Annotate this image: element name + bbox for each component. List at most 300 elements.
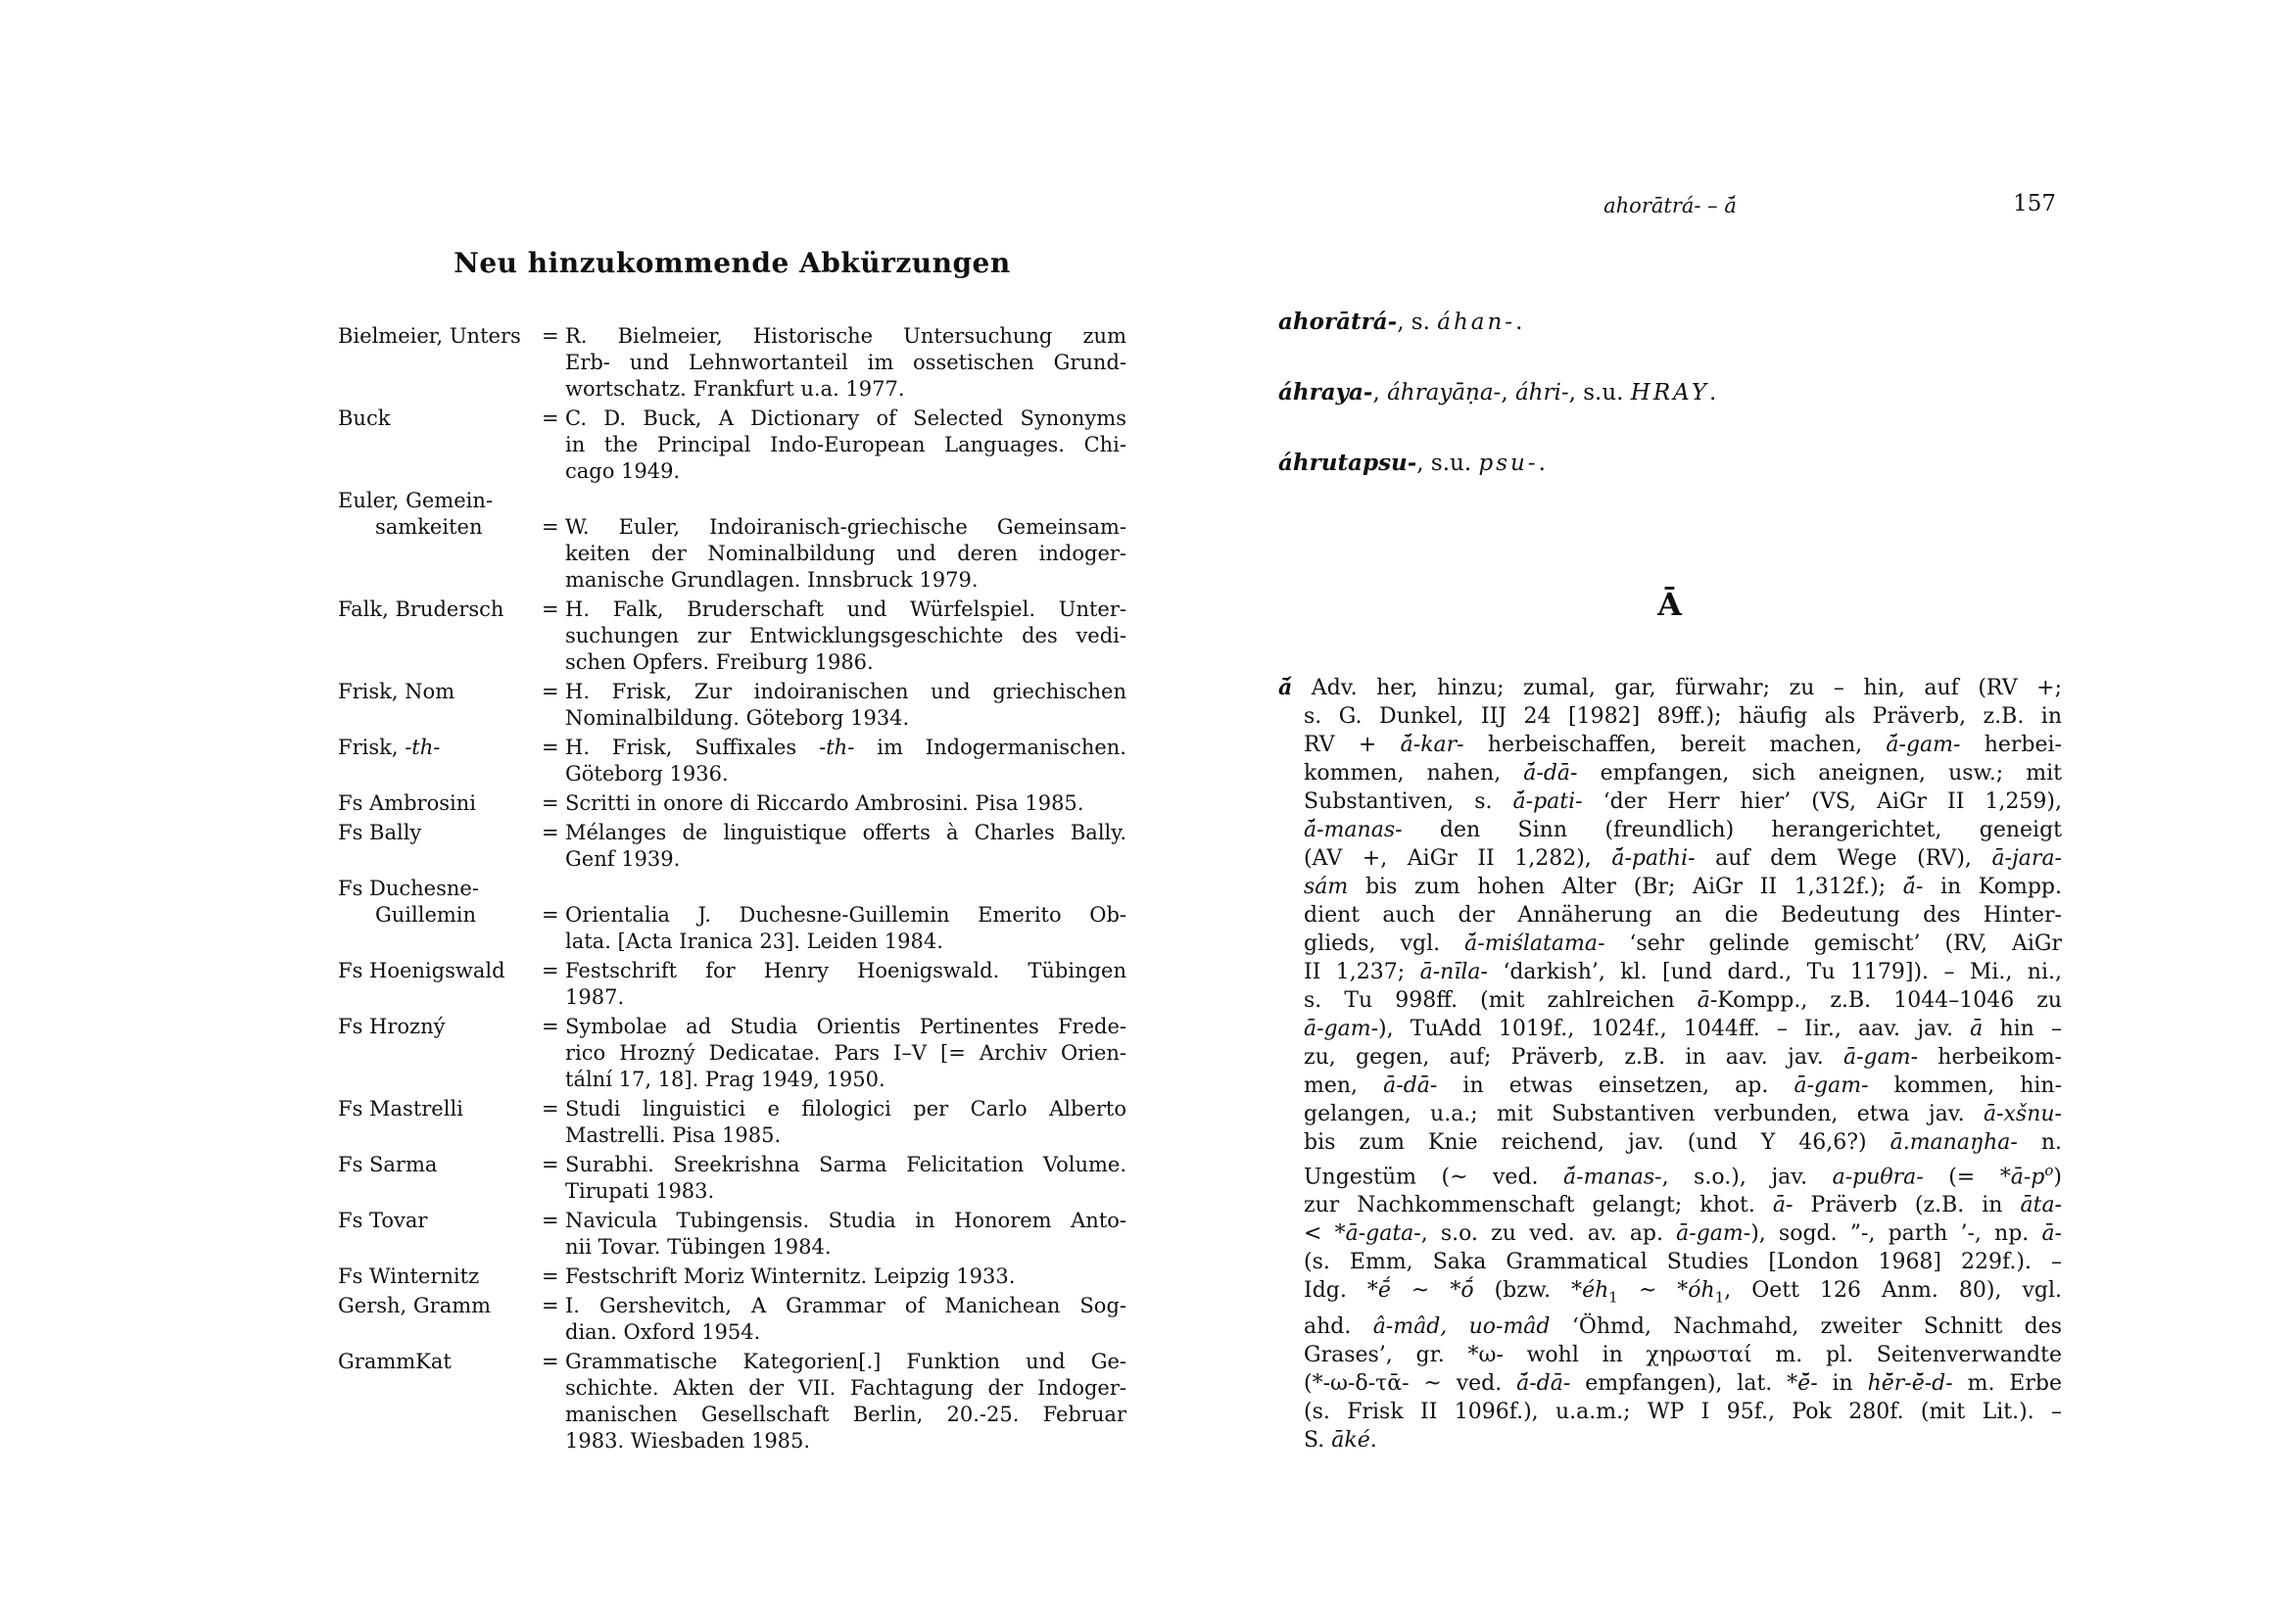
text-segment: Fs Tovar [338,1209,428,1232]
equals-sign: = [542,736,559,759]
text-segment: den Sinn (freundlich) herangerichtet, geneigt [1402,818,2062,842]
text-line [565,790,1126,817]
dictionary-column [1278,0,2062,1622]
text-segment: ā-gam- [1676,1221,1751,1247]
text-segment: (s. Frisk II 1096f.), u.a.m.; WP I 95f., Pok 280f. (mit Lit.). – [1304,1399,2062,1424]
text-segment: H. Frisk, Zur indoiranischen und griechischen [565,680,1126,703]
text-segment: in [1817,1370,1868,1396]
text-segment: . [1709,380,1717,406]
text-segment: . [1538,451,1546,476]
text-line [565,567,1126,594]
text-segment: (= [1923,1165,2000,1190]
text-line [1304,731,2062,759]
abbreviation-item [338,958,1126,1011]
abbreviation-row [338,323,1126,403]
text-line [1304,930,2062,958]
abbreviation-description [565,596,1126,676]
abbreviation-label [338,596,542,623]
text-segment: kommen, nahen, [1304,761,1524,786]
text-segment: ‘Öhmd, Nachmahd, zweiter Schnitt des [1550,1313,2062,1339]
text-segment: , s.o.), jav. [1661,1165,1833,1190]
equals-sign: = [542,791,559,815]
equals-sign: = [542,515,559,539]
abbreviation-row [338,820,1126,873]
text-segment: rico Hrozný Dedicatae. Pars I–V [= Archiv Orien- [565,1041,1126,1065]
text-line [1304,1128,2062,1157]
abbreviation-description [565,1264,1126,1290]
text-line [565,514,1126,541]
text-segment: auf dem Wege (RV), [1695,846,1992,871]
text-segment: keiten der Nominalbildung und deren indoger- [565,542,1126,565]
abbreviation-description [565,1349,1126,1455]
text-line [1304,958,2062,986]
text-segment: áhraya- [1278,379,1373,406]
text-segment: ‘sehr gelinde gemischt’ (RV, AiGr [1604,931,2062,956]
text-line [1304,816,2062,844]
text-line [1304,1191,2062,1219]
text-line [565,596,1126,623]
text-segment: men, [1304,1073,1384,1098]
text-segment: Kompp., z.B. 1044–1046 zu [1717,988,2062,1013]
text-segment: tální 17, 18]. Prag 1949, 1950. [565,1068,885,1091]
abbreviation-label [338,1096,542,1122]
text-segment: *ā-gata- [1334,1221,1421,1247]
abbreviation-label [338,1152,542,1178]
text-segment: psu- [1478,451,1539,476]
abbreviation-row [338,1264,1126,1290]
text-segment: Präverb (z.B. in [1793,1193,2021,1218]
text-segment: ā-jara- [1991,846,2062,871]
abbreviation-item [338,820,1126,873]
text-line [565,1152,1126,1178]
text-segment: , s.u. [1416,451,1479,476]
text-segment: GrammKat [338,1350,452,1373]
text-segment: wortschatz. Frankfurt u.a. 1977. [565,377,905,401]
text-segment: (AV +, AiGr II 1,282), [1304,846,1612,871]
text-line [565,1208,1126,1234]
abbreviation-item [338,679,1126,732]
text-line [1304,1312,2062,1341]
text-segment: m. Erbe [1952,1370,2062,1396]
text-segment: Buck [338,406,391,430]
text-segment: Surabhi. Sreekrishna Sarma Felicitation Volume. [565,1153,1126,1176]
text-segment: āta- [2020,1193,2062,1218]
text-line [565,705,1126,732]
text-segment: dient auch der Annäherung an die Bedeutung des Hinter- [1304,903,2062,928]
text-segment: in the Principal Indo-European Languages. Chi- [565,433,1126,456]
text-segment: Grammatische Kategorien[.] Funktion und Ge- [565,1350,1126,1373]
text-line [1304,1398,2062,1426]
text-segment: Navicula Tubingensis. Studia in Honorem Anto- [565,1209,1126,1232]
equals-sign: = [542,903,559,927]
text-line [565,1040,1126,1067]
text-segment: (bzw. [1473,1278,1572,1304]
abbreviation-item [338,323,1126,403]
text-segment: 1 [1608,1288,1618,1307]
text-segment: hin – [1983,1017,2062,1041]
abbreviation-row [338,1349,1126,1455]
abbreviation-item [338,1264,1126,1290]
main-dictionary-entry [1278,674,2062,1455]
text-segment: H. Frisk, Suffixales [565,736,820,759]
text-segment: ), sogd. ”-, parth ’-, np. [1750,1221,2042,1247]
text-segment: ā-nīla- [1419,960,1488,984]
page-number: 157 [2013,191,2056,216]
text-segment: āké [1331,1427,1370,1453]
text-line [565,1234,1126,1261]
text-segment: ā́-pathi- [1611,846,1696,871]
text-segment: Ungestüm (~ ved. [1304,1165,1564,1190]
abbreviation-row [338,1152,1126,1205]
text-segment: herbeikom- [1918,1045,2062,1070]
text-line [565,902,1126,929]
text-segment: *ṓ [1450,1278,1474,1304]
text-segment: zu, gegen, auf; Präverb, z.B. in aav. jav. [1304,1045,1843,1070]
text-segment: Frisk, [338,736,406,759]
text-segment: -th- [819,736,855,759]
abbreviation-row [338,1014,1126,1093]
text-segment: ~ [1390,1278,1451,1304]
text-segment: áhrayāṇa- [1387,380,1502,406]
text-segment: in etwas einsetzen, ap. [1437,1073,1794,1098]
text-segment: áhan- [1437,310,1516,335]
text-segment: S. [1304,1427,1332,1453]
text-segment: schen Opfers. Freiburg 1986. [565,650,874,674]
text-segment: Festschrift for Henry Hoenigswald. Tübingen [565,959,1126,982]
text-segment: n. [2017,1130,2062,1155]
text-line [1304,702,2062,731]
text-segment: . [1515,310,1523,335]
abbreviation-label [338,1349,542,1375]
text-line [565,1096,1126,1122]
text-segment: manischen Gesellschaft Berlin, 20.-25. Februar [565,1403,1126,1426]
text-segment: 1 [1714,1288,1725,1307]
abbreviation-item [338,488,1126,594]
text-segment: 1983. Wiesbaden 1985. [565,1429,811,1453]
abbreviation-label [338,1208,542,1234]
abbreviation-item [338,1293,1126,1346]
text-segment: Fs Sarma [338,1153,438,1176]
text-segment: , [1372,380,1388,406]
text-segment: s. Tu 998ff. (mit zahlreichen [1304,988,1698,1013]
text-segment: (*-ω-δ-τᾱ- ~ ved. [1304,1370,1517,1396]
text-segment: Mélanges de linguistique offerts à Charles Bally. [565,821,1126,844]
text-line [1304,901,2062,930]
abbreviation-label [338,958,542,984]
abbreviation-item [338,596,1126,676]
abbreviation-description [565,514,1126,594]
abbreviation-description [565,958,1126,1011]
text-segment: Orientalia J. Duchesne-Guillemin Emerito Ob- [565,903,1126,927]
text-segment: ‘der Herr hier’ (VS, AiGr II 1,259), [1582,789,2062,814]
text-line [1304,1426,2062,1455]
text-segment: < [1304,1221,1335,1247]
abbreviation-row [338,1293,1126,1346]
text-segment: hē̆r-ē̆-d- [1867,1370,1953,1396]
text-line [1304,787,2062,816]
text-segment: ā- [1772,1193,1794,1218]
text-segment: zur Nachkommenschaft gelangt; khot. [1304,1193,1773,1218]
text-line [565,323,1126,350]
text-line [1304,873,2062,901]
text-segment: Idg. [1304,1278,1367,1304]
text-segment: , s.o. zu ved. av. ap. [1420,1221,1677,1247]
text-line [565,623,1126,649]
equals-sign: = [542,1264,559,1288]
text-segment: ā-xšnu- [1983,1102,2062,1126]
text-line [1304,1219,2062,1248]
text-line [565,1402,1126,1428]
text-segment: *éh [1571,1278,1609,1304]
text-segment: sám [1304,875,1349,899]
text-segment: áhrutapsu- [1278,450,1417,476]
text-segment: , [1501,380,1515,406]
equals-sign: = [542,1209,559,1232]
text-line [565,458,1126,485]
equals-sign: = [542,959,559,982]
text-line [565,350,1126,376]
text-line [1304,844,2062,873]
text-line [1304,1100,2062,1128]
abbreviation-description [565,406,1126,485]
abbreviation-description [565,902,1126,955]
text-segment: a-puθra- [1832,1165,1924,1190]
dictionary-entries [1278,309,2062,520]
equals-sign: = [542,1153,559,1176]
text-line [565,1319,1126,1346]
abbreviation-item [338,1096,1126,1149]
text-segment: Gersh, Gramm [338,1294,492,1317]
abbreviation-label [338,820,542,846]
text-segment: ā́-kar- [1400,733,1464,757]
running-head [1278,193,2062,218]
abbreviation-row [338,406,1126,485]
text-segment: ~ [1617,1278,1678,1304]
text-line [565,679,1126,705]
text-segment: Studi linguistici e filologici per Carlo Alberto [565,1097,1126,1121]
equals-sign: = [542,597,559,621]
text-line [1304,1157,2062,1191]
text-segment: ā-gam- [1304,1017,1379,1041]
abbreviation-item [338,735,1126,787]
text-segment: suchungen zur Entwicklungsgeschichte des vedi- [565,624,1126,647]
text-segment: II 1,237; [1304,960,1420,984]
abbreviation-label [338,790,542,817]
text-segment: lata. [Acta Iranica 23]. Leiden 1984. [565,930,943,953]
text-segment: ) [2053,1165,2062,1190]
dictionary-entry [1278,379,2062,406]
text-line [565,1264,1126,1290]
text-segment: Mastrelli. Pisa 1985. [565,1123,782,1147]
text-segment: gelangen, u.a.; mit Substantiven verbunden, etwa jav. [1304,1102,1984,1126]
abbreviation-description [565,1293,1126,1346]
text-segment: ā́-dā- [1523,761,1578,786]
text-segment: herbeischaffen, bereit machen, [1463,733,1887,757]
text-segment: -th- [405,736,441,759]
text-segment: áhri- [1514,380,1569,406]
text-segment: Göteborg 1936. [565,762,729,786]
abbreviation-description [565,1096,1126,1149]
abbreviation-label [338,406,542,432]
text-segment: Symbolae ad Studia Orientis Pertinentes Frede- [565,1015,1126,1038]
text-segment: cago 1949. [565,459,681,483]
text-segment: im Indogermanischen. [854,736,1126,759]
text-segment: ā́- [1902,875,1924,899]
text-segment: Nominalbildung. Göteborg 1934. [565,706,910,730]
abbreviation-row [338,1096,1126,1149]
abbreviation-description [565,679,1126,732]
text-segment: Fs Winternitz [338,1264,480,1288]
text-segment: ‘darkish’, kl. [und dard., Tu 1179]). – Mi., ni., [1487,960,2062,984]
text-line [338,876,1126,902]
abbreviation-item [338,1152,1126,1205]
text-line [1304,1072,2062,1100]
abbreviation-item [338,1349,1126,1455]
text-line [565,761,1126,787]
text-segment: W. Euler, Indoiranisch-griechische Gemeinsam- [565,515,1126,539]
text-segment: Fs Duchesne- [338,877,479,900]
text-segment: Fs Ambrosini [338,791,476,815]
abbreviation-row [338,679,1126,732]
text-segment: , Oett 126 Anm. 80), vgl. [1724,1278,2062,1304]
text-line [565,1349,1126,1375]
text-line [565,376,1126,403]
dictionary-entry [1278,450,2062,477]
text-segment: Erb- und Lehnwortanteil im ossetischen Grund- [565,351,1126,374]
text-segment: Adv. her, hinzu; zumal, gar, fürwahr; zu – hin, auf (RV +; [1292,676,2062,700]
text-segment: o [2044,1162,2054,1179]
text-line [565,1428,1126,1455]
text-line [565,846,1126,873]
equals-sign: = [542,406,559,430]
abbreviation-label [338,902,542,929]
text-segment: Tirupati 1983. [565,1179,715,1203]
text-line [565,735,1126,761]
abbreviation-label [338,1264,542,1290]
text-line [1304,986,2062,1015]
abbreviation-description [565,323,1126,403]
text-line [565,406,1126,432]
abbreviation-description [565,1152,1126,1205]
text-segment: â-mâd, uo-mâd [1372,1313,1551,1339]
text-segment: *ḗ [1366,1278,1391,1304]
text-line [1304,1276,2062,1312]
text-segment: samkeiten [375,515,483,539]
text-segment: H. Falk, Bruderschaft und Würfelspiel. Unter- [565,597,1126,621]
abbreviation-description [565,790,1126,817]
abbreviation-item [338,1208,1126,1261]
text-line [565,1122,1126,1149]
abbreviation-label [338,514,542,541]
text-line [1304,1043,2062,1072]
abbreviation-item [338,406,1126,485]
text-line [565,541,1126,567]
text-line [565,432,1126,458]
equals-sign: = [542,324,559,348]
text-segment: Guillemin [375,903,477,927]
running-title: ahorātrá- – ā́ [1603,194,1737,217]
text-segment: ā [1970,1017,1984,1041]
text-segment: ā́-pati- [1512,789,1583,814]
text-segment: ā́-manas- [1563,1165,1662,1190]
text-line [565,1178,1126,1205]
text-line [565,1067,1126,1093]
abbreviation-description [565,1014,1126,1093]
text-segment: , s. [1397,310,1438,335]
text-line [565,649,1126,676]
text-segment: I. Gershevitch, A Grammar of Manichean Sog- [565,1294,1126,1317]
abbreviations-title: Neu hinzukommende Abkürzungen [454,247,1011,279]
text-segment: schichte. Akten der VII. Fachtagung der Indoger- [565,1376,1126,1400]
text-segment: Bielmeier, Unters [338,324,521,348]
text-segment: Frisk, Nom [338,680,455,703]
abbreviation-row [338,735,1126,787]
abbreviation-row [338,958,1126,1011]
text-segment: empfangen), lat. [1570,1370,1788,1396]
text-segment: ā-gam- [1794,1073,1869,1098]
text-line [565,1375,1126,1402]
abbreviation-label [338,679,542,705]
equals-sign: = [542,1294,559,1317]
text-line [565,1293,1126,1319]
text-segment: ā-dā- [1383,1073,1438,1098]
text-segment: herbei- [1960,733,2062,757]
abbreviation-label [338,735,542,761]
abbreviation-item [338,1014,1126,1093]
text-segment: Falk, Brudersch [338,597,504,621]
equals-sign: = [542,680,559,703]
text-segment: *ē̆- [1787,1370,1818,1396]
abbreviation-row [338,596,1126,676]
text-segment: Fs Hrozný [338,1015,446,1038]
equals-sign: = [542,1097,559,1121]
abbreviation-row [338,790,1126,817]
text-segment: Euler, Gemein- [338,489,493,512]
abbreviation-label [338,1293,542,1319]
equals-sign: = [542,1350,559,1373]
abbreviation-label [338,1014,542,1040]
text-segment: Fs Bally [338,821,422,844]
abbreviation-row [338,902,1126,955]
text-line [565,958,1126,984]
abbreviations-list [338,323,1126,1455]
text-segment: dian. Oxford 1954. [565,1320,761,1344]
text-segment: *ā-p [1999,1165,2045,1190]
abbreviation-row [338,514,1126,594]
text-segment: ā́-gam- [1886,733,1961,757]
text-segment: Substantiven, s. [1304,789,1513,814]
text-line [565,1014,1126,1040]
text-line [1278,674,2062,702]
text-segment: ā́-manas- [1304,818,1403,842]
text-segment: kommen, hin- [1868,1073,2062,1098]
text-segment: . [1369,1427,1377,1453]
abbreviation-row [338,1208,1126,1261]
text-segment: ā-gam- [1843,1045,1919,1070]
text-segment: , s.u. [1568,380,1631,406]
text-segment: ), TuAdd 1019f., 1024f., 1044ff. – Iir., aav. jav. [1378,1017,1971,1041]
text-segment: ā́ [1278,675,1293,700]
text-line [1304,1369,2062,1398]
abbreviation-description [565,735,1126,787]
abbreviation-label [338,323,542,350]
text-segment: ā́-miślatama- [1464,931,1605,956]
dictionary-entry [1278,309,2062,336]
text-segment: ā- [1697,988,1718,1013]
text-segment: ahorātrá- [1278,309,1398,335]
text-line [565,929,1126,955]
text-line [1304,759,2062,787]
